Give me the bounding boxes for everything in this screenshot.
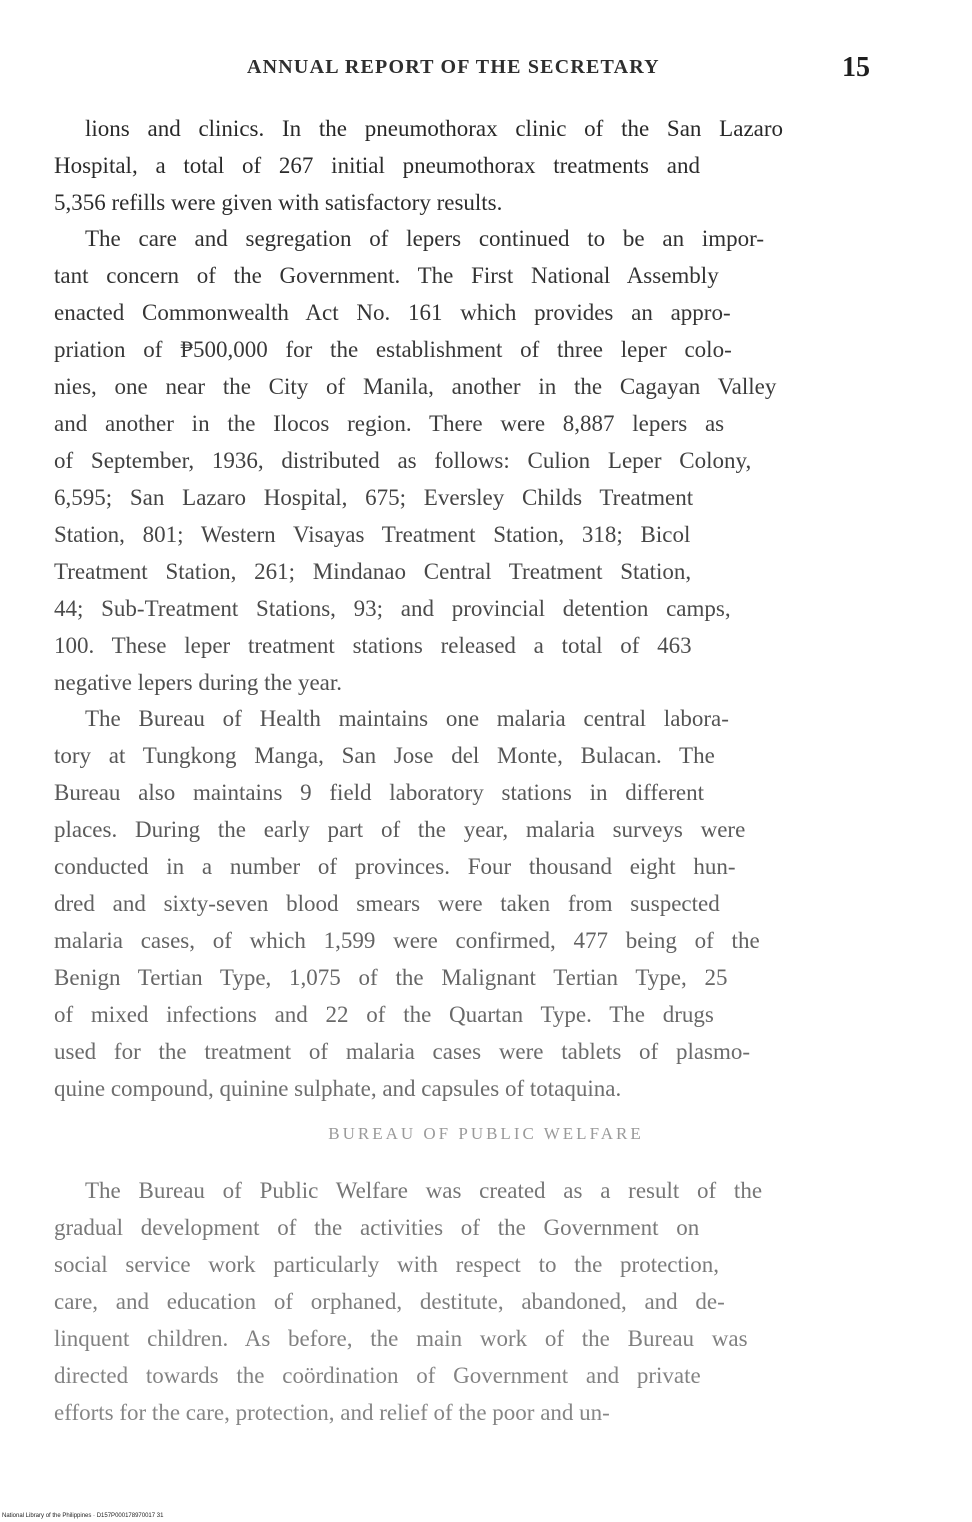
text-line bbox=[0, 479, 972, 516]
text-line bbox=[0, 1246, 972, 1283]
text-line-content: 5,356 refills were given with satisfactory results. bbox=[54, 190, 503, 215]
text-line bbox=[0, 1033, 972, 1070]
text-line bbox=[0, 996, 972, 1033]
text-line-content: 44; Sub-Treatment Stations, 93; and provincial detention camps, bbox=[54, 596, 731, 621]
text-line-content: dred and sixty-seven blood smears were taken from suspected bbox=[54, 891, 720, 916]
text-line bbox=[0, 553, 972, 590]
text-line bbox=[0, 220, 972, 257]
text-line-content: negative lepers during the year. bbox=[54, 670, 343, 695]
text-line bbox=[0, 590, 972, 627]
text-line-content: of September, 1936, distributed as follows: Culion Leper Colony, bbox=[54, 448, 752, 473]
page-number: 15 bbox=[842, 52, 870, 83]
running-head: ANNUAL REPORT OF THE SECRETARY bbox=[247, 56, 660, 78]
text-line-content: The Bureau of Health maintains one malaria central labora- bbox=[85, 706, 729, 731]
text-line-content: 100. These leper treatment stations released a total of 463 bbox=[54, 633, 692, 658]
text-line bbox=[0, 1283, 972, 1320]
text-line-content: used for the treatment of malaria cases were tablets of plasmo- bbox=[54, 1039, 751, 1064]
text-line-content: places. During the early part of the year, malaria surveys were bbox=[54, 817, 746, 842]
text-line bbox=[0, 811, 972, 848]
text-line bbox=[0, 1357, 972, 1394]
text-line-content: linquent children. As before, the main work of the Bureau was bbox=[54, 1326, 748, 1351]
text-line-content: The Bureau of Public Welfare was created as a result of the bbox=[85, 1178, 763, 1203]
text-line bbox=[0, 331, 972, 368]
text-line-content: efforts for the care, protection, and relief of the poor and un- bbox=[54, 1400, 610, 1425]
text-line bbox=[0, 922, 972, 959]
text-line bbox=[0, 442, 972, 479]
text-line bbox=[0, 368, 972, 405]
text-line-content: Hospital, a total of 267 initial pneumothorax treatments and bbox=[54, 153, 700, 178]
text-line-content: conducted in a number of provinces. Four thousand eight hun- bbox=[54, 854, 736, 879]
text-line-content: gradual development of the activities of the Government on bbox=[54, 1215, 700, 1240]
text-line-content: tant concern of the Government. The First National Assembly bbox=[54, 263, 719, 288]
section-heading: BUREAU OF PUBLIC WELFARE bbox=[328, 1124, 644, 1143]
text-line bbox=[0, 405, 972, 442]
text-line-content: lions and clinics. In the pneumothorax clinic of the San Lazaro bbox=[85, 116, 784, 141]
text-line bbox=[0, 885, 972, 922]
text-line-content: enacted Commonwealth Act No. 161 which provides an appro- bbox=[54, 300, 731, 325]
text-line-content: of mixed infections and 22 of the Quartan Type. The drugs bbox=[54, 1002, 714, 1027]
text-line bbox=[0, 664, 972, 701]
text-line-content: care, and education of orphaned, destitute, abandoned, and de- bbox=[54, 1289, 725, 1314]
text-line-content: nies, one near the City of Manila, another in the Cagayan Valley bbox=[54, 374, 777, 399]
text-line bbox=[0, 1070, 972, 1107]
text-line bbox=[0, 516, 972, 553]
scan-footer: National Library of the Philippines · D157P000178970017 31 bbox=[2, 1513, 164, 1519]
text-line-content: social service work particularly with respect to the protection, bbox=[54, 1252, 720, 1277]
text-line bbox=[0, 700, 972, 737]
text-line bbox=[0, 1209, 972, 1246]
text-line bbox=[0, 1172, 972, 1209]
text-line-content: The care and segregation of lepers continued to be an impor- bbox=[85, 226, 764, 251]
text-line bbox=[0, 184, 972, 221]
text-line-content: Treatment Station, 261; Mindanao Central Treatment Station, bbox=[54, 559, 692, 584]
text-line-content: and another in the Ilocos region. There were 8,887 lepers as bbox=[54, 411, 725, 436]
text-line bbox=[0, 147, 972, 184]
text-line bbox=[0, 627, 972, 664]
text-line bbox=[0, 294, 972, 331]
text-line bbox=[0, 1320, 972, 1357]
text-line-content: Benign Tertian Type, 1,075 of the Malignant Tertian Type, 25 bbox=[54, 965, 728, 990]
text-line bbox=[0, 848, 972, 885]
text-line-content: tory at Tungkong Manga, San Jose del Monte, Bulacan. The bbox=[54, 743, 715, 768]
text-line bbox=[0, 1394, 972, 1431]
text-line-content: Bureau also maintains 9 field laboratory stations in different bbox=[54, 780, 704, 805]
text-line-content: directed towards the coördination of Government and private bbox=[54, 1363, 701, 1388]
text-line-content: malaria cases, of which 1,599 were confirmed, 477 being of the bbox=[54, 928, 760, 953]
page-header bbox=[0, 52, 972, 86]
text-line bbox=[0, 774, 972, 811]
text-line bbox=[0, 110, 972, 147]
text-line bbox=[0, 959, 972, 996]
text-line bbox=[0, 257, 972, 294]
text-line bbox=[0, 737, 972, 774]
text-line-content: quine compound, quinine sulphate, and capsules of totaquina. bbox=[54, 1076, 622, 1101]
text-line-content: Station, 801; Western Visayas Treatment Station, 318; Bicol bbox=[54, 522, 691, 547]
text-line-content: 6,595; San Lazaro Hospital, 675; Eversley Childs Treatment bbox=[54, 485, 694, 510]
text-line-content: priation of ₱500,000 for the establishment of three leper colo- bbox=[54, 337, 732, 362]
